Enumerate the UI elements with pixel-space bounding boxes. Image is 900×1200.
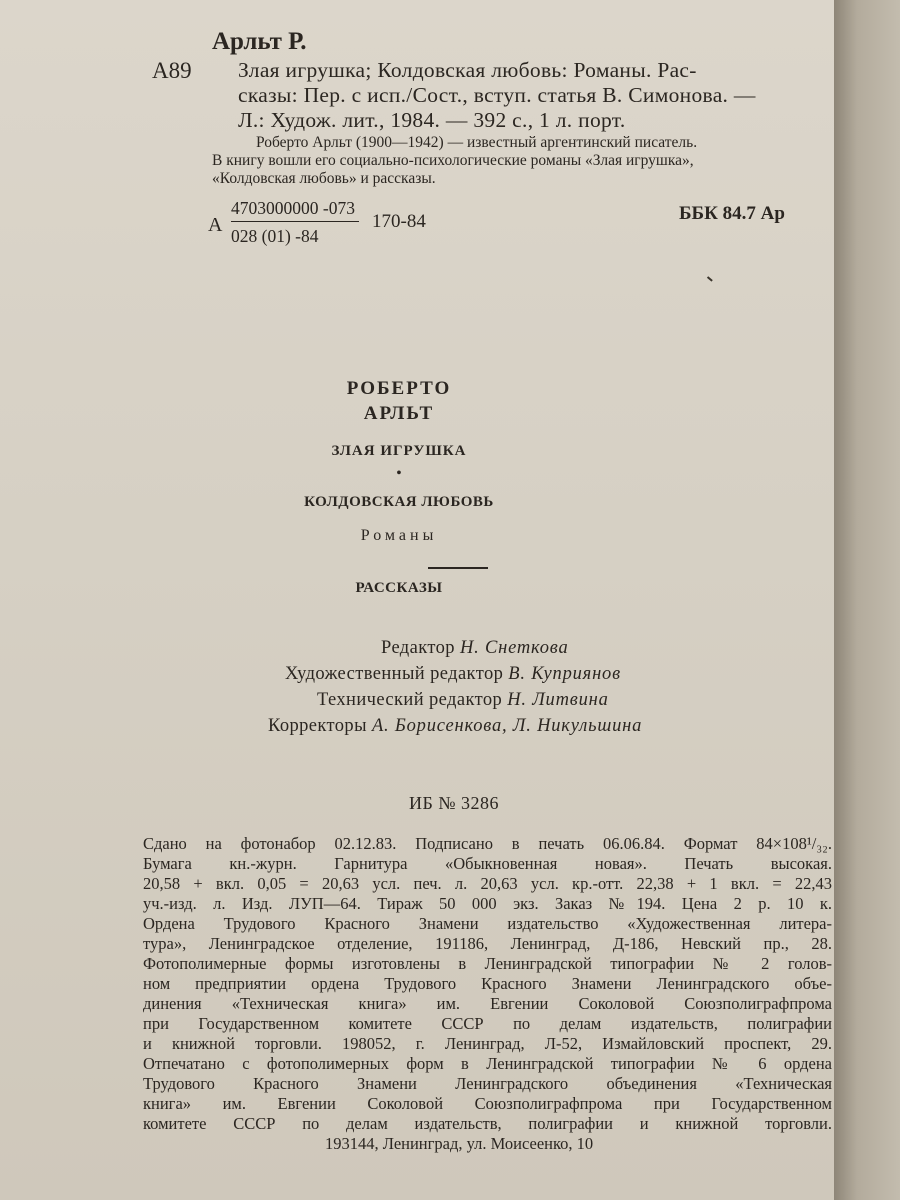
imprint-line: Бумага кн.-журн. Гарнитура «Обыкновенная новая». Печать высокая.: [143, 854, 832, 873]
title-separator: •: [396, 466, 402, 481]
author-last-name: АРЛЬТ: [363, 403, 435, 424]
credit-role: Корректоры: [268, 716, 367, 736]
imprint-line: уч.-изд. л. Изд. ЛУП—64. Тираж 50 000 экз. Заказ №194. Цена 2 р. 10 к.: [143, 894, 832, 913]
credit-role: Редактор: [381, 638, 455, 658]
ib-number: ИБ № 3286: [409, 793, 500, 813]
imprint-line: 193144, Ленинград, ул. Моисеенко, 10: [325, 1134, 594, 1153]
imprint-line: комитете СССР по делам издательств, полиграфии и книжной торговли.: [143, 1114, 832, 1133]
credit-name: А. Борисенкова, Л. Никульшина: [371, 716, 643, 736]
credit-proofreaders: [268, 716, 642, 737]
bbk-code: ББК 84.7 Ар: [679, 203, 785, 224]
imprint-line: Трудового Красного Знамени Ленинградского объединения «Техническая: [143, 1074, 832, 1093]
credit-art-editor: [285, 664, 621, 685]
work-title-1: ЗЛАЯ ИГРУШКА: [331, 443, 467, 459]
card-description: [238, 58, 756, 133]
annotation-line: Роберто Арльт (1900—1942) — известный аргентинский писатель.: [256, 134, 698, 151]
credit-role: Технический редактор: [317, 690, 503, 710]
credit-name: Н. Литвина: [507, 690, 609, 710]
imprint-line: и книжной торговли. 198052, г. Ленинград, Л-52, Измайловский проспект, 29.: [143, 1034, 832, 1053]
imprint-line: динения «Техническая книга» им. Евгении Соколовой Союзполиграфпрома: [143, 994, 832, 1013]
pen-mark: [707, 276, 713, 281]
annotation-line: В книгу вошли его социально-психологические романы «Злая игрушка»,: [212, 152, 694, 169]
imprint-line: при Государственном комитете СССР по делам издательств, полиграфии: [143, 1014, 832, 1033]
work-title-3: РАССКАЗЫ: [355, 580, 443, 596]
genre-label: Романы: [360, 527, 438, 544]
imprint-line: книга» им. Евгении Соколовой Союзполиграфпрома при Государственном: [143, 1094, 832, 1113]
imprint-line: 20,58 + вкл. 0,05 = 20,63 усл. печ. л. 20,63 усл. кр.-отт. 22,38 + 1 вкл. = 22,43: [143, 874, 832, 893]
description-line: сказы: Пер. с исп./Сост., вступ. статья В. Симонова. —: [238, 83, 756, 107]
card-code: А89: [152, 58, 192, 83]
page-edge-background: [834, 0, 900, 1200]
author-first-name: РОБЕРТО: [346, 378, 452, 399]
imprint-line: Отпечатано с фотополимерных форм в Ленинградской типографии № 6 ордена: [143, 1054, 832, 1073]
description-line: Злая игрушка; Колдовская любовь: Романы. Рас-: [238, 58, 697, 82]
credit-tech-editor: [317, 690, 609, 711]
index-fraction: [231, 198, 359, 247]
index-denominator: 028 (01) -84: [231, 226, 319, 246]
imprint-line: тура», Ленинградское отделение, 191186, Ленинград, Д-186, Невский пр., 28.: [143, 934, 832, 953]
credit-editor: [381, 638, 569, 659]
imprint-line: Ордена Трудового Красного Знамени издательство «Художественная литера-: [143, 914, 832, 933]
credit-name: Н. Снеткова: [459, 638, 569, 658]
divider-rule: [428, 567, 488, 569]
credit-role: Художественный редактор: [285, 664, 504, 684]
index-code: 170-84: [372, 211, 426, 232]
imprint-line: Сдано на фотонабор 02.12.83. Подписано в печать 06.06.84. Формат 84×108¹/₃₂.: [143, 834, 832, 853]
description-line: Л.: Худож. лит., 1984. — 392 с., 1 л. порт.: [238, 108, 626, 132]
annotation-line: «Колдовская любовь» и рассказы.: [212, 170, 436, 187]
imprint-line: Фотополимерные формы изготовлены в Ленинградской типографии № 2 голов-: [143, 954, 832, 973]
card-author: Арльт Р.: [212, 28, 307, 55]
imprint-block: [143, 834, 832, 1154]
card-annotation: [212, 134, 697, 188]
credit-name: В. Куприянов: [508, 664, 621, 684]
index-numerator: 4703000000 -073: [231, 198, 359, 222]
imprint-line: ном предприятии ордена Трудового Красного Знамени Ленинградского объе-: [143, 974, 832, 993]
index-letter: А: [208, 214, 223, 236]
work-title-2: КОЛДОВСКАЯ ЛЮБОВЬ: [304, 494, 494, 510]
